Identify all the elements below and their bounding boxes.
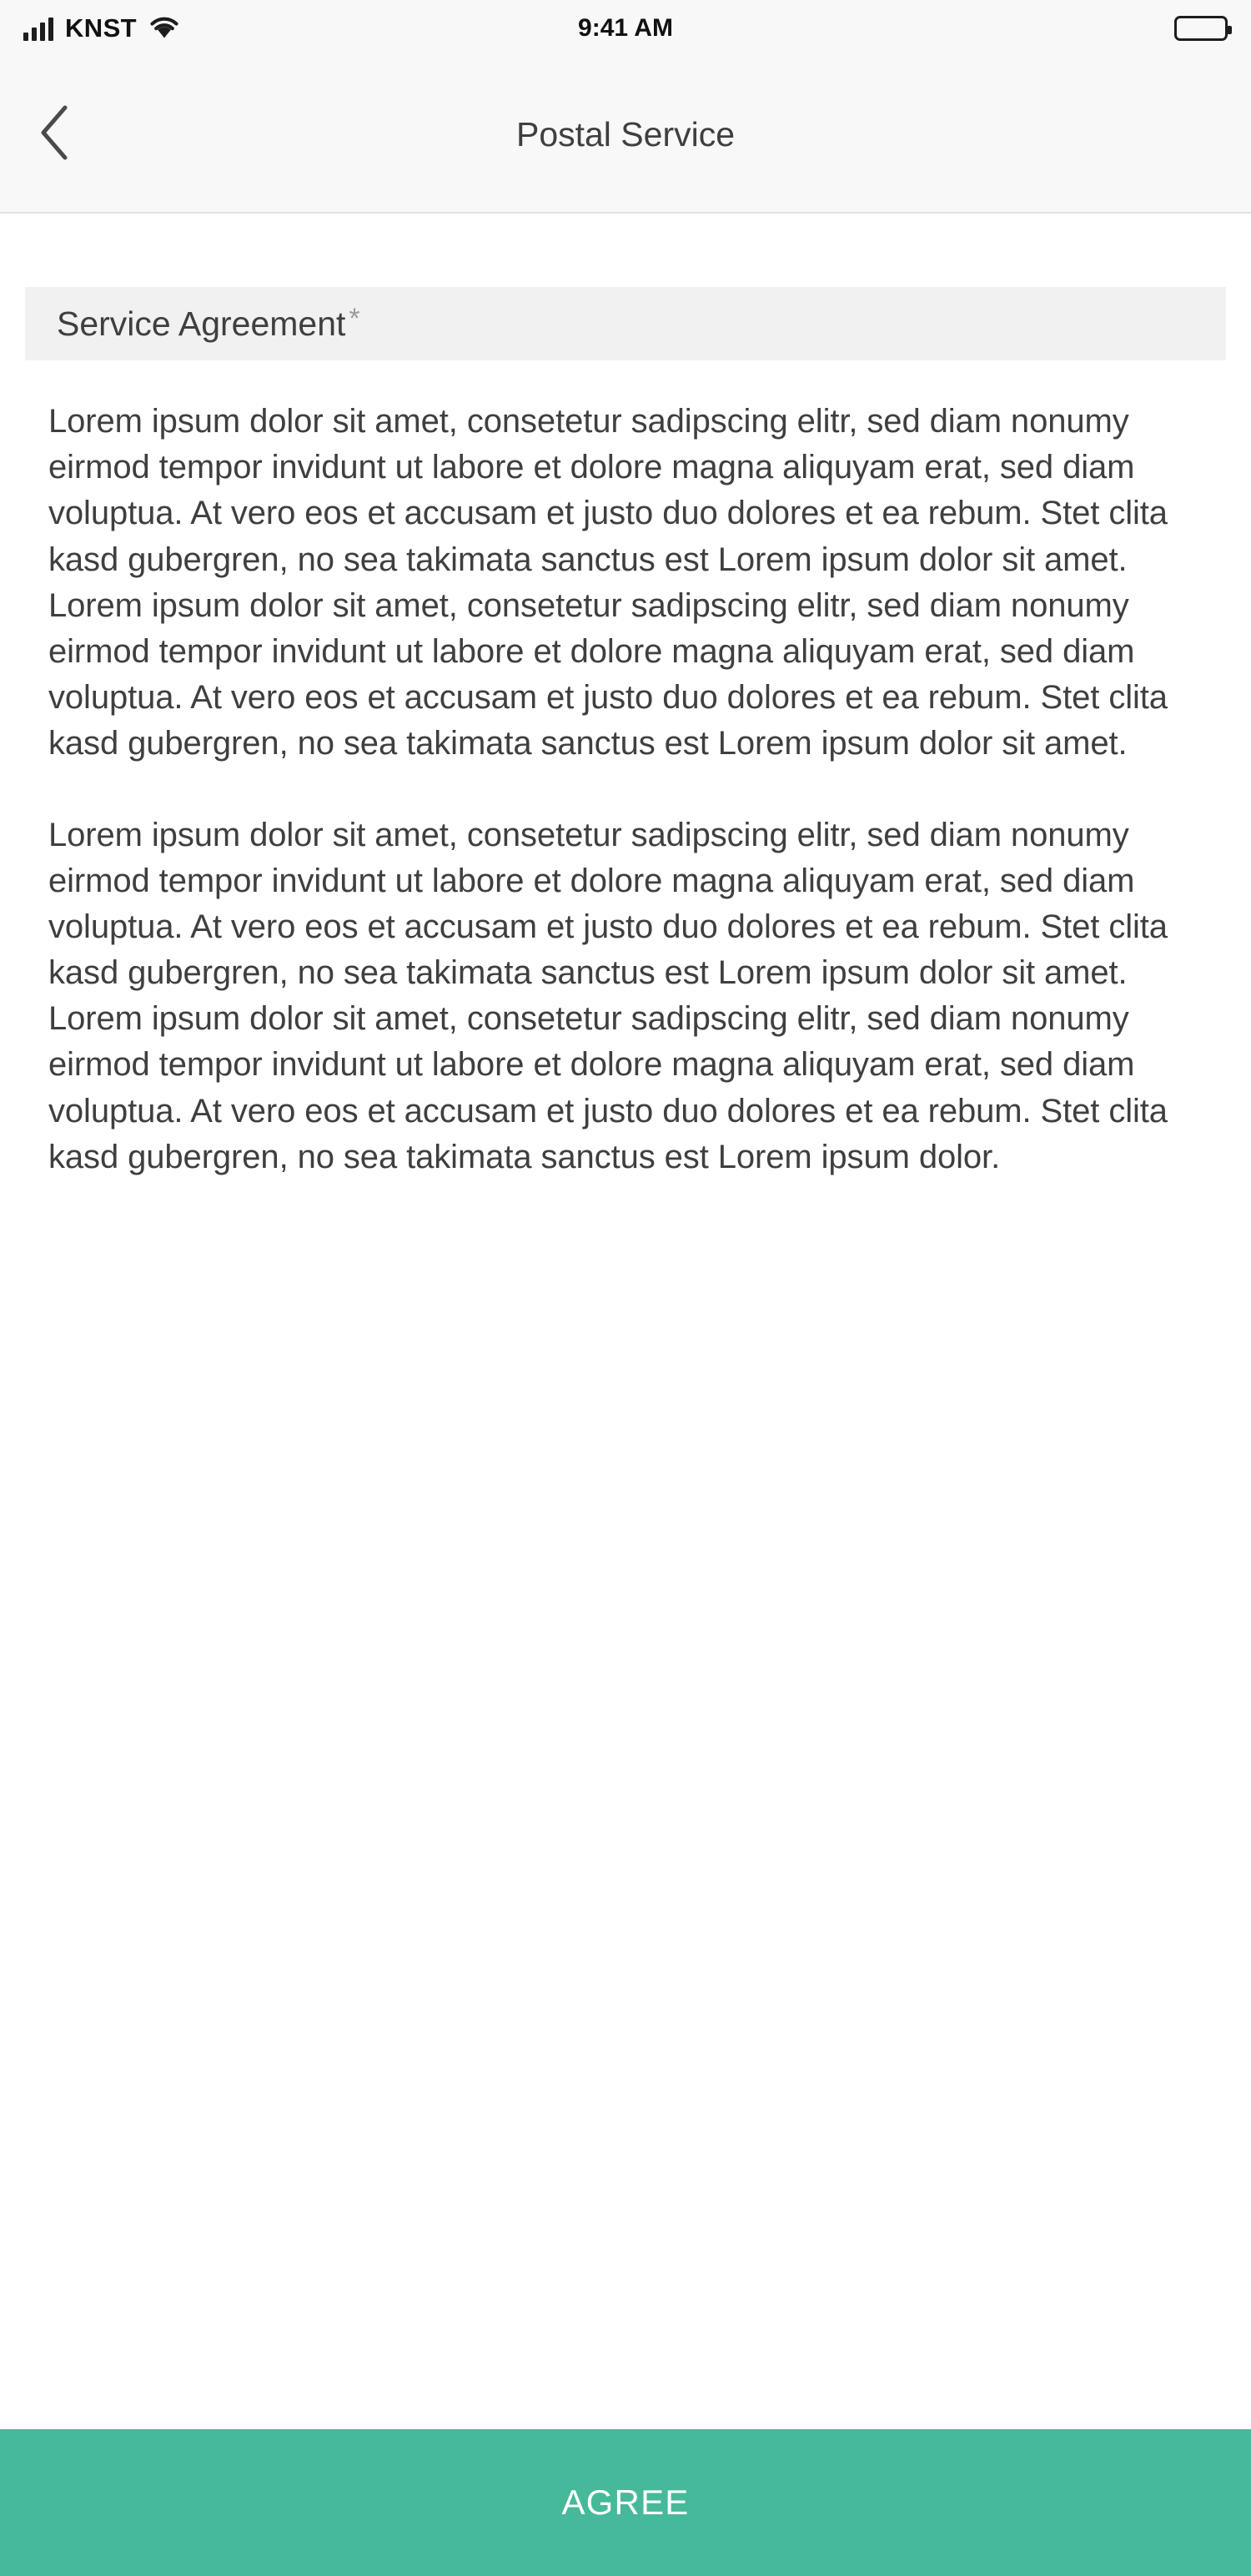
status-bar-left [23, 13, 180, 43]
agreement-paragraph-2: Lorem ipsum dolor sit amet, consetetur sadipscing elitr, sed diam nonumy eirmod tempor invidunt ut labore et dolore magna aliquyam erat, sed diam voluptua. At vero eos et accusam et justo duo dolores et ea rebum. Stet clita kasd gubergren, no sea takimata sanctus est Lorem ipsum dolor sit amet. Lorem ipsum dolor sit amet, consetetur sadipscing elitr, sed diam nonumy eirmod tempor invidunt ut labore et dolore magna aliquyam erat, sed diam voluptua. At vero eos et accusam et justo duo dolores et ea rebum. Stet clita kasd gubergren, no sea takimata sanctus est Lorem ipsum dolor. [48, 816, 1168, 1175]
status-bar [0, 0, 1251, 57]
wifi-icon [148, 14, 180, 43]
signal-bars-icon [23, 16, 53, 41]
agreement-paragraph-1: Lorem ipsum dolor sit amet, consetetur sadipscing elitr, sed diam nonumy eirmod tempor invidunt ut labore et dolore magna aliquyam erat, sed diam voluptua. At vero eos et accusam et justo duo dolores et ea rebum. Stet clita kasd gubergren, no sea takimata sanctus est Lorem ipsum dolor sit amet. Lorem ipsum dolor sit amet, consetetur sadipscing elitr, sed diam nonumy eirmod tempor invidunt ut labore et dolore magna aliquyam erat, sed diam voluptua. At vero eos et accusam et justo duo dolores et ea rebum. Stet clita kasd gubergren, no sea takimata sanctus est Lorem ipsum dolor sit amet. [48, 403, 1168, 762]
status-time: 9:41 AM [578, 14, 673, 42]
chevron-left-icon [37, 103, 75, 167]
battery-full-icon [1174, 16, 1228, 41]
status-bar-right [1174, 16, 1228, 41]
page-title: Postal Service [515, 114, 736, 153]
section-header-service-agreement [25, 287, 1226, 360]
section-title: Service Agreement [57, 304, 346, 343]
back-button[interactable] [18, 97, 93, 172]
carrier-label: KNST [65, 13, 137, 43]
agreement-body [0, 399, 1251, 1180]
required-marker: * [349, 303, 360, 335]
agreement-scroll-area[interactable] [0, 214, 1251, 2429]
agree-button[interactable]: AGREE [0, 2429, 1251, 2576]
navigation-bar [0, 57, 1251, 214]
